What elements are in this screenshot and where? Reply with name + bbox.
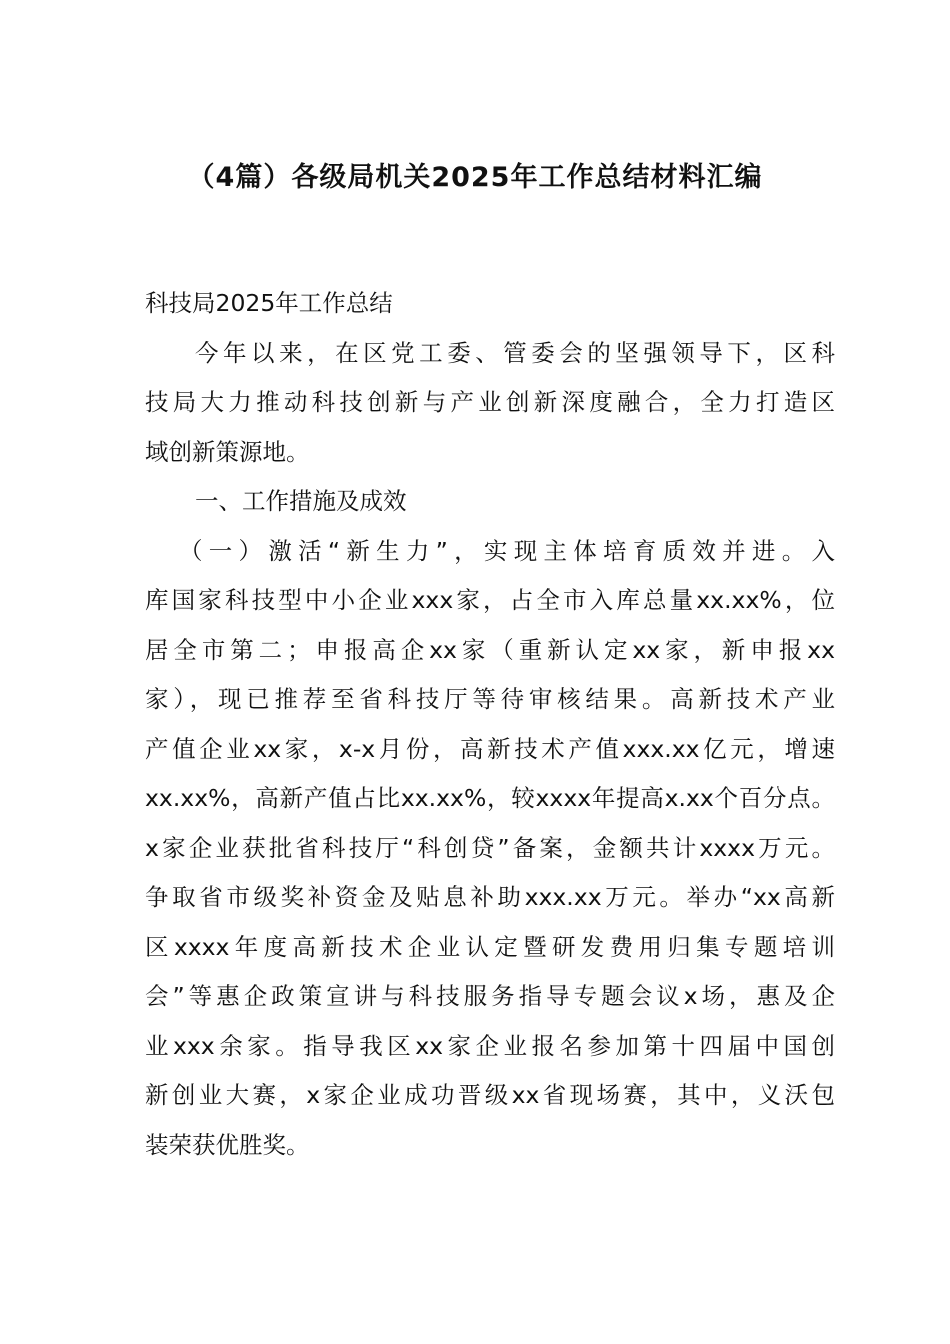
section-title: 科技局2025年工作总结 — [145, 289, 393, 317]
paragraph-line: xx.xx%，高新产值占比xx.xx%，较xxxx年提高x.xx个百分点。 — [145, 784, 835, 812]
document-title: （4篇）各级局机关2025年工作总结材料汇编 — [187, 162, 763, 193]
paragraph-line: （一）激活“新生力”，实现主体培育质效并进。入 — [179, 536, 835, 565]
paragraph-new-vitality — [145, 527, 835, 1171]
paragraph-line: 装荣获优胜奖。 — [145, 1130, 310, 1159]
paragraph-line: 家），现已推荐至省科技厅等待审核结果。高新技术产业 — [145, 685, 835, 713]
paragraph-line: 产值企业xx家，x-x月份，高新技术产值xxx.xx亿元，增速 — [145, 734, 835, 763]
paragraph-line: 区xxxx年度高新技术企业认定暨研发费用归集专题培训 — [145, 932, 835, 961]
paragraph-line: x家企业获批省科技厅“科创贷”备案，金额共计xxxx万元。 — [145, 833, 835, 862]
heading-measures: 一、工作措施及成效 — [195, 487, 407, 515]
paragraph-line: 技局大力推动科技创新与产业创新深度融合，全力打造区 — [145, 388, 835, 416]
document-body — [145, 279, 835, 1170]
paragraph-line: 居全市第二；申报高企xx家（重新认定xx家，新申报xx — [145, 635, 835, 664]
paragraph-line: 新创业大赛，x家企业成功晋级xx省现场赛，其中，义沃包 — [145, 1081, 835, 1109]
paragraph-line: 今年以来，在区党工委、管委会的坚强领导下，区科 — [195, 338, 835, 367]
paragraph-line: 域创新策源地。 — [145, 437, 310, 466]
paragraph-line: 业xxx余家。指导我区xx家企业报名参加第十四届中国创 — [145, 1031, 835, 1060]
paragraph-line: 库国家科技型中小企业xxx家，占全市入库总量xx.xx%，位 — [145, 586, 835, 614]
intro-paragraph — [145, 329, 835, 478]
paragraph-line: 会”等惠企政策宣讲与科技服务指导专题会议x场，惠及企 — [145, 982, 835, 1010]
paragraph-line: 争取省市级奖补资金及贴息补助xxx.xx万元。举办“xx高新 — [145, 883, 835, 911]
